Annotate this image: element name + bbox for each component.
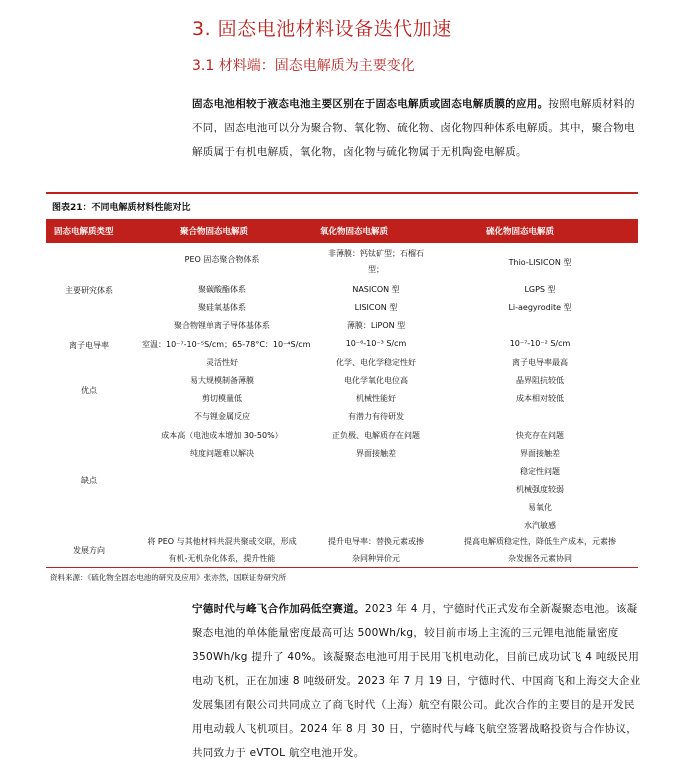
intro-paragraph [192,92,642,164]
oxide-system: LISICON 型 [354,303,398,312]
sulfide-con: 稳定性问题 [520,467,560,476]
sulfide-pro: 晶界阻抗较低 [516,376,564,385]
row-label-conductivity: 离子电导率 [69,341,109,350]
sulfide-con: 水汽敏感 [524,521,556,530]
oxide-conductivity: 10⁻⁶-10⁻³ S/cm [345,339,407,348]
oxide-system: 非薄膜：钙钛矿型；石榴石 [328,249,424,258]
row-label-pros: 优点 [81,386,97,395]
sulfide-con: 易氧化 [528,503,552,512]
para-text: 2023 年 4 月，宁德时代正式发布全新凝聚态电池。该凝聚态电池的单体能量密度最高可达 500Wh/kg，较目前市场上主流的三元锂电池能量密度 350Wh/kg 提升了 40%。该凝聚态电池可用于民用飞机电动化，目前已成功试飞 4 吨级民用电动飞机，正在加速 8 吨级研发。2023 年 7 月 19 日，宁德时代、中国商飞和上海交大企业发展集团有限公司共同成立了商飞时代（上海）航空有限公司。此次合作的主要目的是开发民用电动载人飞机项目。2024 年 8 月 30 日，宁德时代与峰飞航空签署战略投资与合作协议，共同致力于 eVTOL 航空电池开发。 [192,603,641,759]
oxide-system: 薄膜：LiPON 型 [346,321,406,330]
polymer-system: 聚碳酸酯体系 [198,285,246,294]
oxide-pro: 机械性能好 [356,394,396,403]
row-label-systems: 主要研究体系 [65,286,113,295]
polymer-con: 成本高（电池成本增加 30-50%） [161,431,283,440]
table-header [46,219,638,243]
sulfide-con: 界面接触差 [520,449,560,458]
row-label-direction: 发展方向 [73,546,105,555]
header-oxide: 氧化物固态电解质 [320,227,389,237]
oxide-system: 型； [368,265,384,274]
polymer-direction: 有机-无机杂化体系，提升性能 [168,554,276,563]
oxide-direction: 杂同种异价元 [352,554,400,563]
sulfide-conductivity: 10⁻⁷-10⁻² S/cm [509,339,571,348]
polymer-direction: 将 PEO 与其他材料共混共聚或交联，形成 [147,537,297,546]
header-polymer: 聚合物固态电解质 [180,227,249,237]
polymer-system: 聚硅氧基体系 [198,303,246,312]
oxide-pro: 电化学氧化电位高 [344,376,408,385]
body-paragraph [192,597,642,765]
oxide-system: NASICON 型 [352,285,400,294]
header-sulfide: 硫化物固态电解质 [486,227,555,237]
polymer-pro: 灵活性好 [206,358,238,367]
sulfide-pro: 成本相对较低 [516,394,564,403]
polymer-system: PEO 固态聚合物体系 [184,255,260,264]
polymer-pro: 不与锂金属反应 [194,412,250,421]
intro-bold: 固态电池相较于液态电池主要区别在于固态电解质或固态电解质膜的应用。 [192,98,549,110]
sulfide-pro: 离子电导率最高 [512,358,568,367]
oxide-con: 界面接触差 [356,449,396,458]
figure-top-rule [46,192,638,194]
polymer-system: 聚合物锂单离子导体基体系 [174,321,270,330]
table-bottom-rule [46,567,638,568]
oxide-pro: 有潜力有待研发 [348,412,404,421]
polymer-pro: 易大规模制备薄膜 [190,376,254,385]
figure-title: 图表21：不同电解质材料性能对比 [52,203,191,213]
sulfide-direction: 杂发掘各元素协同 [508,554,572,563]
sulfide-con: 机械强度较弱 [516,485,564,494]
oxide-direction: 提升电导率：替换元素或掺 [328,537,424,546]
sulfide-system: Li-aegyrodite 型 [508,303,572,312]
polymer-pro: 剪切模量低 [202,394,242,403]
sulfide-direction: 提高电解质稳定性，降低生产成本，元素掺 [464,537,616,546]
polymer-conductivity: 室温：10⁻⁷-10⁻⁵S/cm；65-78°C：10⁻⁴S/cm [142,340,311,349]
section-heading: 3. 固态电池材料设备迭代加速 [192,18,452,40]
row-label-cons: 缺点 [81,476,97,485]
header-type: 固态电解质类型 [54,227,114,237]
para-bold: 宁德时代与峰飞合作加码低空赛道。 [192,603,365,615]
sulfide-system: LGPS 型 [524,285,556,294]
polymer-con: 纯度问题难以解决 [190,449,254,458]
figure-source: 资料来源：《硫化物全固态电池的研究及应用》张亦然，国联证券研究所 [50,573,287,582]
sulfide-system: Thio-LISICON 型 [508,258,572,267]
oxide-con: 正负极、电解质存在问题 [332,431,420,440]
oxide-pro: 化学、电化学稳定性好 [336,358,416,367]
intro-text: 按照电解质材料的不同，固态电池可以分为聚合物、氧化物、硫化物、卤化物四种体系电解质。其中，聚合物电解质属于有机电解质，氧化物，卤化物与硫化物属于无机陶瓷电解质。 [192,98,635,158]
sulfide-con: 快充存在问题 [516,431,564,440]
subsection-heading: 3.1 材料端：固态电解质为主要变化 [192,58,415,74]
